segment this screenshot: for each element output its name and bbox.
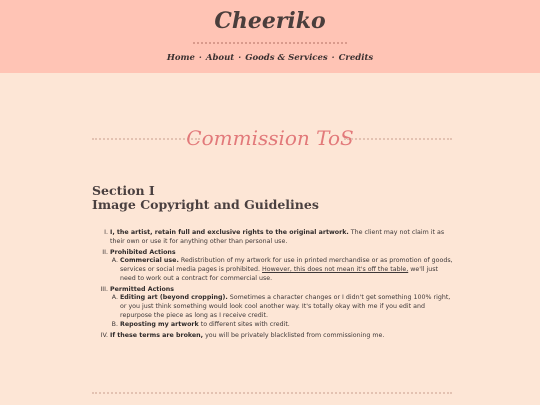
nav-separator: · [331,53,335,63]
nav-home[interactable]: Home [166,53,195,63]
title-divider-right [344,138,452,140]
sub-term-bold: Editing art (beyond cropping). [120,294,228,302]
section-heading [92,184,452,212]
page-title-row [0,124,540,154]
nav-goods-services[interactable]: Goods & Services [245,53,328,63]
sub-term-item [120,294,454,320]
section-title: Image Copyright and Guidelines [92,197,319,212]
terms-list [92,229,454,341]
tos-content [92,229,454,344]
site-logo[interactable]: Cheeriko [214,8,326,34]
bottom-divider [92,392,452,394]
term-text: you will be privately blacklisted from commissioning me. [203,332,385,340]
sub-term-text: to different sites with credit. [198,321,290,329]
sub-term-bold: Reposting my artwork [120,321,199,329]
sub-term-underline: However, this does not mean it's off the table, [262,265,409,273]
term-bold: If these terms are broken, [110,332,204,340]
sub-term-bold: Commercial use. [120,257,179,265]
sub-term-item [120,321,454,330]
page-title: Commission ToS [186,126,354,150]
nav-separator: · [198,53,202,63]
sub-term-text: Redistribution of my artwork for use in printed merchandise or as promotion of goods, services or social media pages is prohibited. [120,257,453,273]
logo-divider [193,42,347,44]
term-item [110,286,454,330]
nav-about[interactable]: About [205,53,235,63]
sub-term-text: Sometimes a character changes or I didn't get something 100% right, or you just think something would look cool another way. It's totally okay with me if you edit and repurpose the piece as long as I receive credit. [120,294,451,319]
sub-terms-list [110,257,454,283]
sub-terms-list [110,294,454,329]
sub-term-item [120,257,454,283]
term-text: The client may not claim it as their own or use it for anything other than personal use. [110,229,445,245]
site-header [0,0,540,73]
nav-separator: · [238,53,242,63]
term-bold: Permitted Actions [110,285,175,293]
main-nav [0,53,540,63]
term-bold: I, the artist, retain full and exclusive rights to the original artwork. [110,229,349,236]
nav-credits[interactable]: Credits [338,53,374,63]
term-item [110,332,454,341]
section-number: Section I [92,183,155,198]
term-item [110,229,454,246]
term-item [110,249,454,283]
term-bold: Prohibited Actions [110,248,176,256]
sub-term-text: we'll just need to work out a contract for commercial use. [120,265,438,282]
